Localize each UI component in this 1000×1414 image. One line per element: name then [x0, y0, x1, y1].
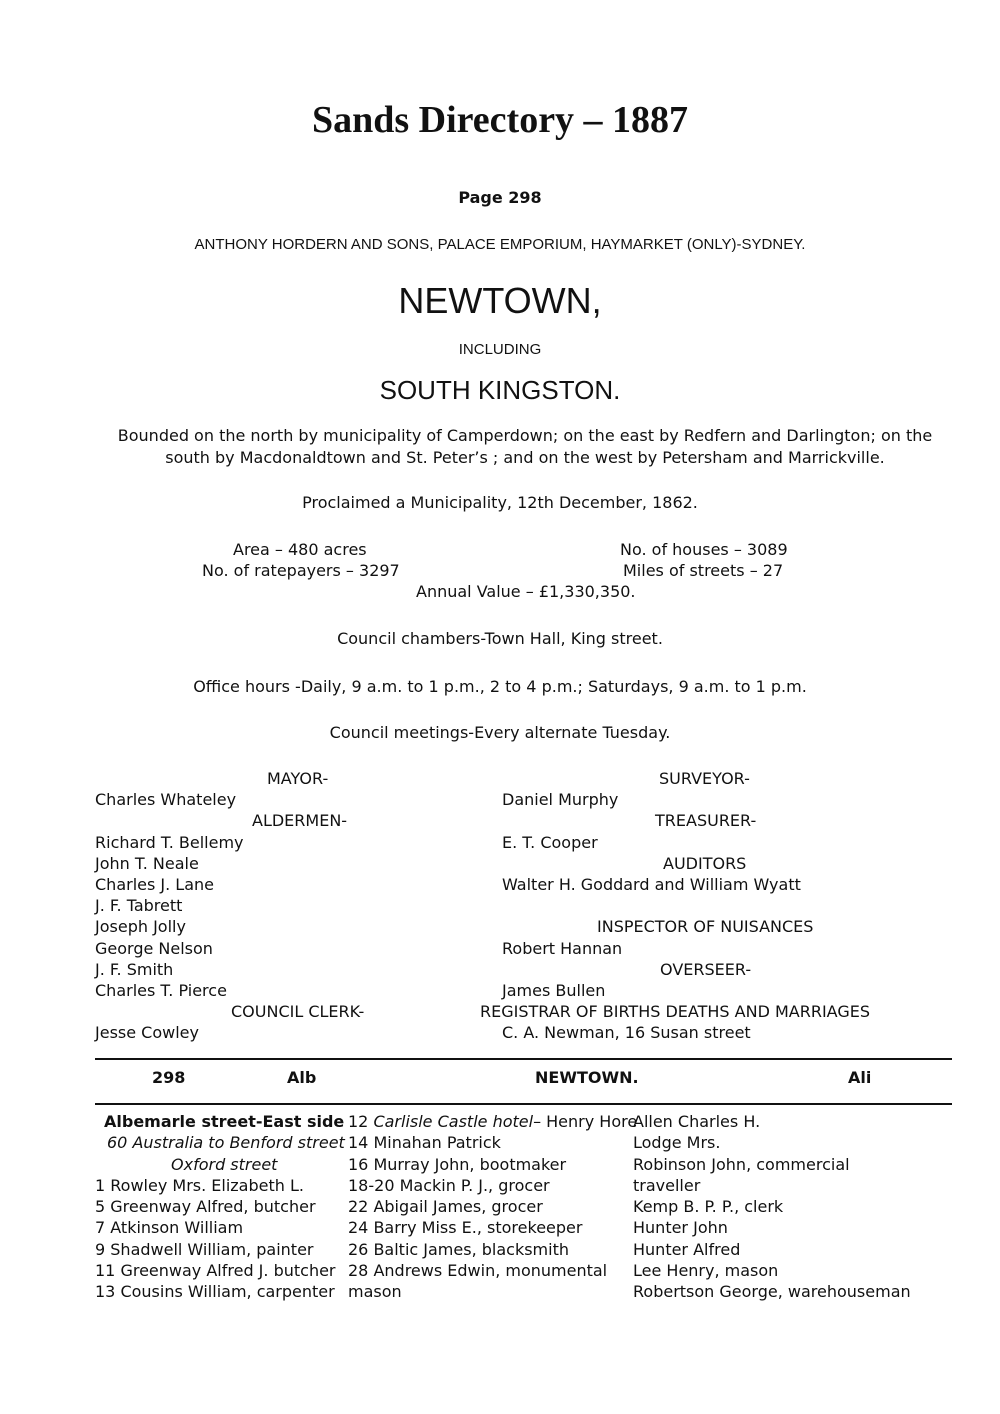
- annual-value-stat: Annual Value – £1,330,350.: [416, 582, 636, 601]
- list-item: 7 Atkinson William: [95, 1218, 244, 1238]
- street-range: Oxford street: [171, 1154, 278, 1174]
- running-header-rule-top: [95, 1058, 952, 1060]
- alderman-name: Joseph Jolly: [95, 917, 186, 937]
- surveyor-heading: SURVEYOR-: [659, 769, 750, 788]
- running-page-number: 298: [152, 1068, 186, 1087]
- hotel-keeper: – Henry Hore: [533, 1112, 638, 1131]
- list-item: traveller: [633, 1175, 701, 1195]
- running-header-rule-bottom: [95, 1103, 952, 1105]
- running-town: NEWTOWN.: [535, 1068, 639, 1087]
- alderman-name: Charles J. Lane: [95, 875, 214, 895]
- surveyor-name: Daniel Murphy: [502, 790, 619, 810]
- office-hours-line: Office hours -Daily, 9 a.m. to 1 p.m., 2 to 4 p.m.; Saturdays, 9 a.m. to 1 p.m.: [193, 677, 807, 696]
- list-item: 9 Shadwell William, painter: [95, 1239, 314, 1259]
- list-item: Lee Henry, mason: [633, 1261, 779, 1281]
- street-heading: Albemarle street-East side: [104, 1112, 345, 1131]
- council-meetings-line: Council meetings-Every alternate Tuesday.: [329, 723, 671, 742]
- treasurer-name: E. T. Cooper: [502, 832, 598, 852]
- alderman-name: J. F. Tabrett: [95, 896, 183, 916]
- miles-stat: Miles of streets – 27: [623, 561, 784, 580]
- overseer-name: James Bullen: [502, 981, 606, 1001]
- list-item: 5 Greenway Alfred, butcher: [95, 1197, 316, 1217]
- list-item: Robertson George, warehouseman: [633, 1282, 911, 1302]
- inspector-name: Robert Hannan: [502, 938, 623, 958]
- list-item: 22 Abigail James, grocer: [348, 1197, 543, 1217]
- clerk-name: Jesse Cowley: [95, 1023, 199, 1043]
- alderman-name: J. F. Smith: [95, 959, 174, 979]
- list-item: Robinson John, commercial: [633, 1154, 850, 1174]
- listing-column-2: [348, 1111, 638, 1303]
- list-item: 14 Minahan Patrick: [348, 1133, 501, 1153]
- auditors-heading: AUDITORS: [663, 853, 747, 873]
- houses-stat: No. of houses – 3089: [620, 540, 788, 559]
- list-item: mason: [348, 1282, 402, 1302]
- listing-column-3: [633, 1111, 963, 1303]
- town-heading: NEWTOWN,: [398, 280, 602, 321]
- district-heading: SOUTH KINGSTON.: [379, 375, 621, 405]
- inspector-heading: INSPECTOR OF NUISANCES: [597, 917, 814, 937]
- list-item: Allen Charles H.: [633, 1112, 761, 1131]
- officials-left: [95, 768, 495, 1044]
- list-item: 24 Barry Miss E., storekeeper: [348, 1218, 583, 1238]
- including-label: INCLUDING: [458, 341, 542, 358]
- list-item: 28 Andrews Edwin, monumental: [348, 1261, 608, 1281]
- list-item: Hunter John: [633, 1218, 728, 1238]
- list-item: Hunter Alfred: [633, 1239, 741, 1259]
- proclamation-line: Proclaimed a Municipality, 12th December, 1862.: [302, 493, 698, 512]
- list-item: Lodge Mrs.: [633, 1133, 721, 1153]
- boundary-description: Bounded on the north by municipality of Camperdown; on the east by Redfern and Darlington; on the south by Macdonaldtown and St. Peter’s ; and on the west by Petersham and Marrickville.: [117, 426, 933, 467]
- area-stat: Area – 480 acres: [233, 540, 367, 559]
- treasurer-heading: TREASURER-: [655, 811, 757, 831]
- listing-column-1: [95, 1111, 345, 1303]
- list-item: 1 Rowley Mrs. Elizabeth L.: [95, 1175, 304, 1195]
- running-from-key: Alb: [287, 1068, 317, 1087]
- page-label: Page 298: [458, 188, 542, 207]
- registrar-name: C. A. Newman, 16 Susan street: [502, 1023, 751, 1043]
- alderman-name: Richard T. Bellemy: [95, 832, 244, 852]
- ratepayers-stat: No. of ratepayers – 3297: [202, 561, 400, 580]
- list-item: 13 Cousins William, carpenter: [95, 1282, 335, 1302]
- council-chambers-line: Council chambers-Town Hall, King street.: [337, 629, 663, 648]
- alderman-name: John T. Neale: [95, 853, 199, 873]
- mayor-name: Charles Whateley: [95, 790, 237, 810]
- running-to-key: Ali: [848, 1068, 872, 1087]
- hotel-name: Carlisle Castle hotel: [373, 1112, 534, 1131]
- list-item: [348, 1111, 638, 1132]
- advert-line: ANTHONY HORDERN AND SONS, PALACE EMPORIUM, HAYMARKET (ONLY)-SYDNEY.: [194, 236, 806, 253]
- aldermen-heading: ALDERMEN-: [252, 811, 348, 831]
- document-title: Sands Directory – 1887: [311, 99, 689, 141]
- list-item: 16 Murray John, bootmaker: [348, 1154, 567, 1174]
- house-number: 12: [348, 1112, 369, 1131]
- list-item: 11 Greenway Alfred J. butcher: [95, 1261, 336, 1281]
- officials-right: [480, 768, 952, 1044]
- mayor-heading: MAYOR-: [267, 769, 329, 788]
- auditors-names: Walter H. Goddard and William Wyatt: [502, 875, 801, 895]
- registrar-heading: REGISTRAR OF BIRTHS DEATHS AND MARRIAGES: [480, 1002, 870, 1022]
- overseer-heading: OVERSEER-: [660, 959, 752, 979]
- list-item: Kemp B. P. P., clerk: [633, 1197, 784, 1217]
- street-range: 60 Australia to Benford street: [107, 1133, 345, 1153]
- list-item: 26 Baltic James, blacksmith: [348, 1239, 569, 1259]
- clerk-heading: COUNCIL CLERK-: [231, 1002, 365, 1022]
- alderman-name: Charles T. Pierce: [95, 981, 227, 1001]
- list-item: 18-20 Mackin P. J., grocer: [348, 1175, 550, 1195]
- alderman-name: George Nelson: [95, 938, 213, 958]
